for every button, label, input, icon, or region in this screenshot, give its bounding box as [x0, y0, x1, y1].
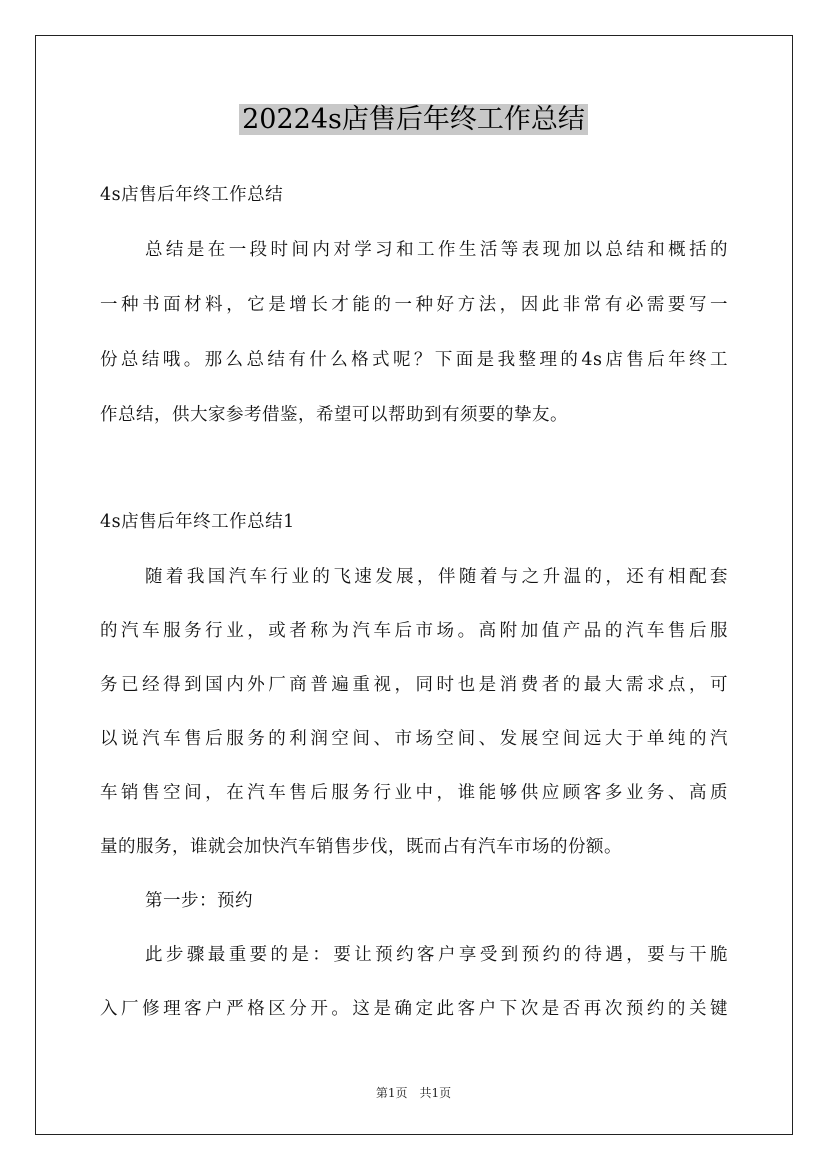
section-line: 车销售空间，在汽车售后服务行业中，谁能够供应顾客多业务、高质 — [100, 783, 728, 803]
page-footer: 第1页 共1页 — [375, 1086, 452, 1100]
document-title: 20224s店售后年终工作总结 — [239, 104, 588, 135]
step-line: 入厂修理客户严格区分开。这是确定此客户下次是否再次预约的关键 — [100, 999, 728, 1019]
section-line: 量的服务，谁就会加快汽车销售步伐，既而占有汽车市场的份额。 — [100, 837, 622, 857]
step-heading: 第一步：预约 — [145, 891, 253, 911]
section-line: 以说汽车售后服务的利润空间、市场空间、发展空间远大于单纯的汽 — [100, 729, 728, 749]
intro-line: 总结是在一段时间内对学习和工作生活等表现加以总结和概括的 — [145, 240, 728, 260]
intro-line: 作总结，供大家参考借鉴，希望可以帮助到有须要的挚友。 — [100, 405, 568, 425]
step-line: 此步骤最重要的是：要让预约客户享受到预约的待遇，要与干脆 — [145, 945, 728, 965]
intro-line: 份总结哦。那么总结有什么格式呢？下面是我整理的4s店售后年终工 — [100, 350, 728, 370]
section-line: 务已经得到国内外厂商普遍重视，同时也是消费者的最大需求点，可 — [100, 675, 728, 695]
document-title-wrap — [0, 100, 827, 140]
section-line: 的汽车服务行业，或者称为汽车后市场。高附加值产品的汽车售后服 — [100, 621, 728, 641]
intro-line: 一种书面材料，它是增长才能的一种好方法，因此非常有必需要写一 — [100, 295, 728, 315]
subtitle: 4s店售后年终工作总结 — [100, 185, 284, 205]
section-heading: 4s店售后年终工作总结1 — [100, 512, 295, 532]
section-line: 随着我国汽车行业的飞速发展，伴随着与之升温的，还有相配套 — [145, 567, 728, 587]
